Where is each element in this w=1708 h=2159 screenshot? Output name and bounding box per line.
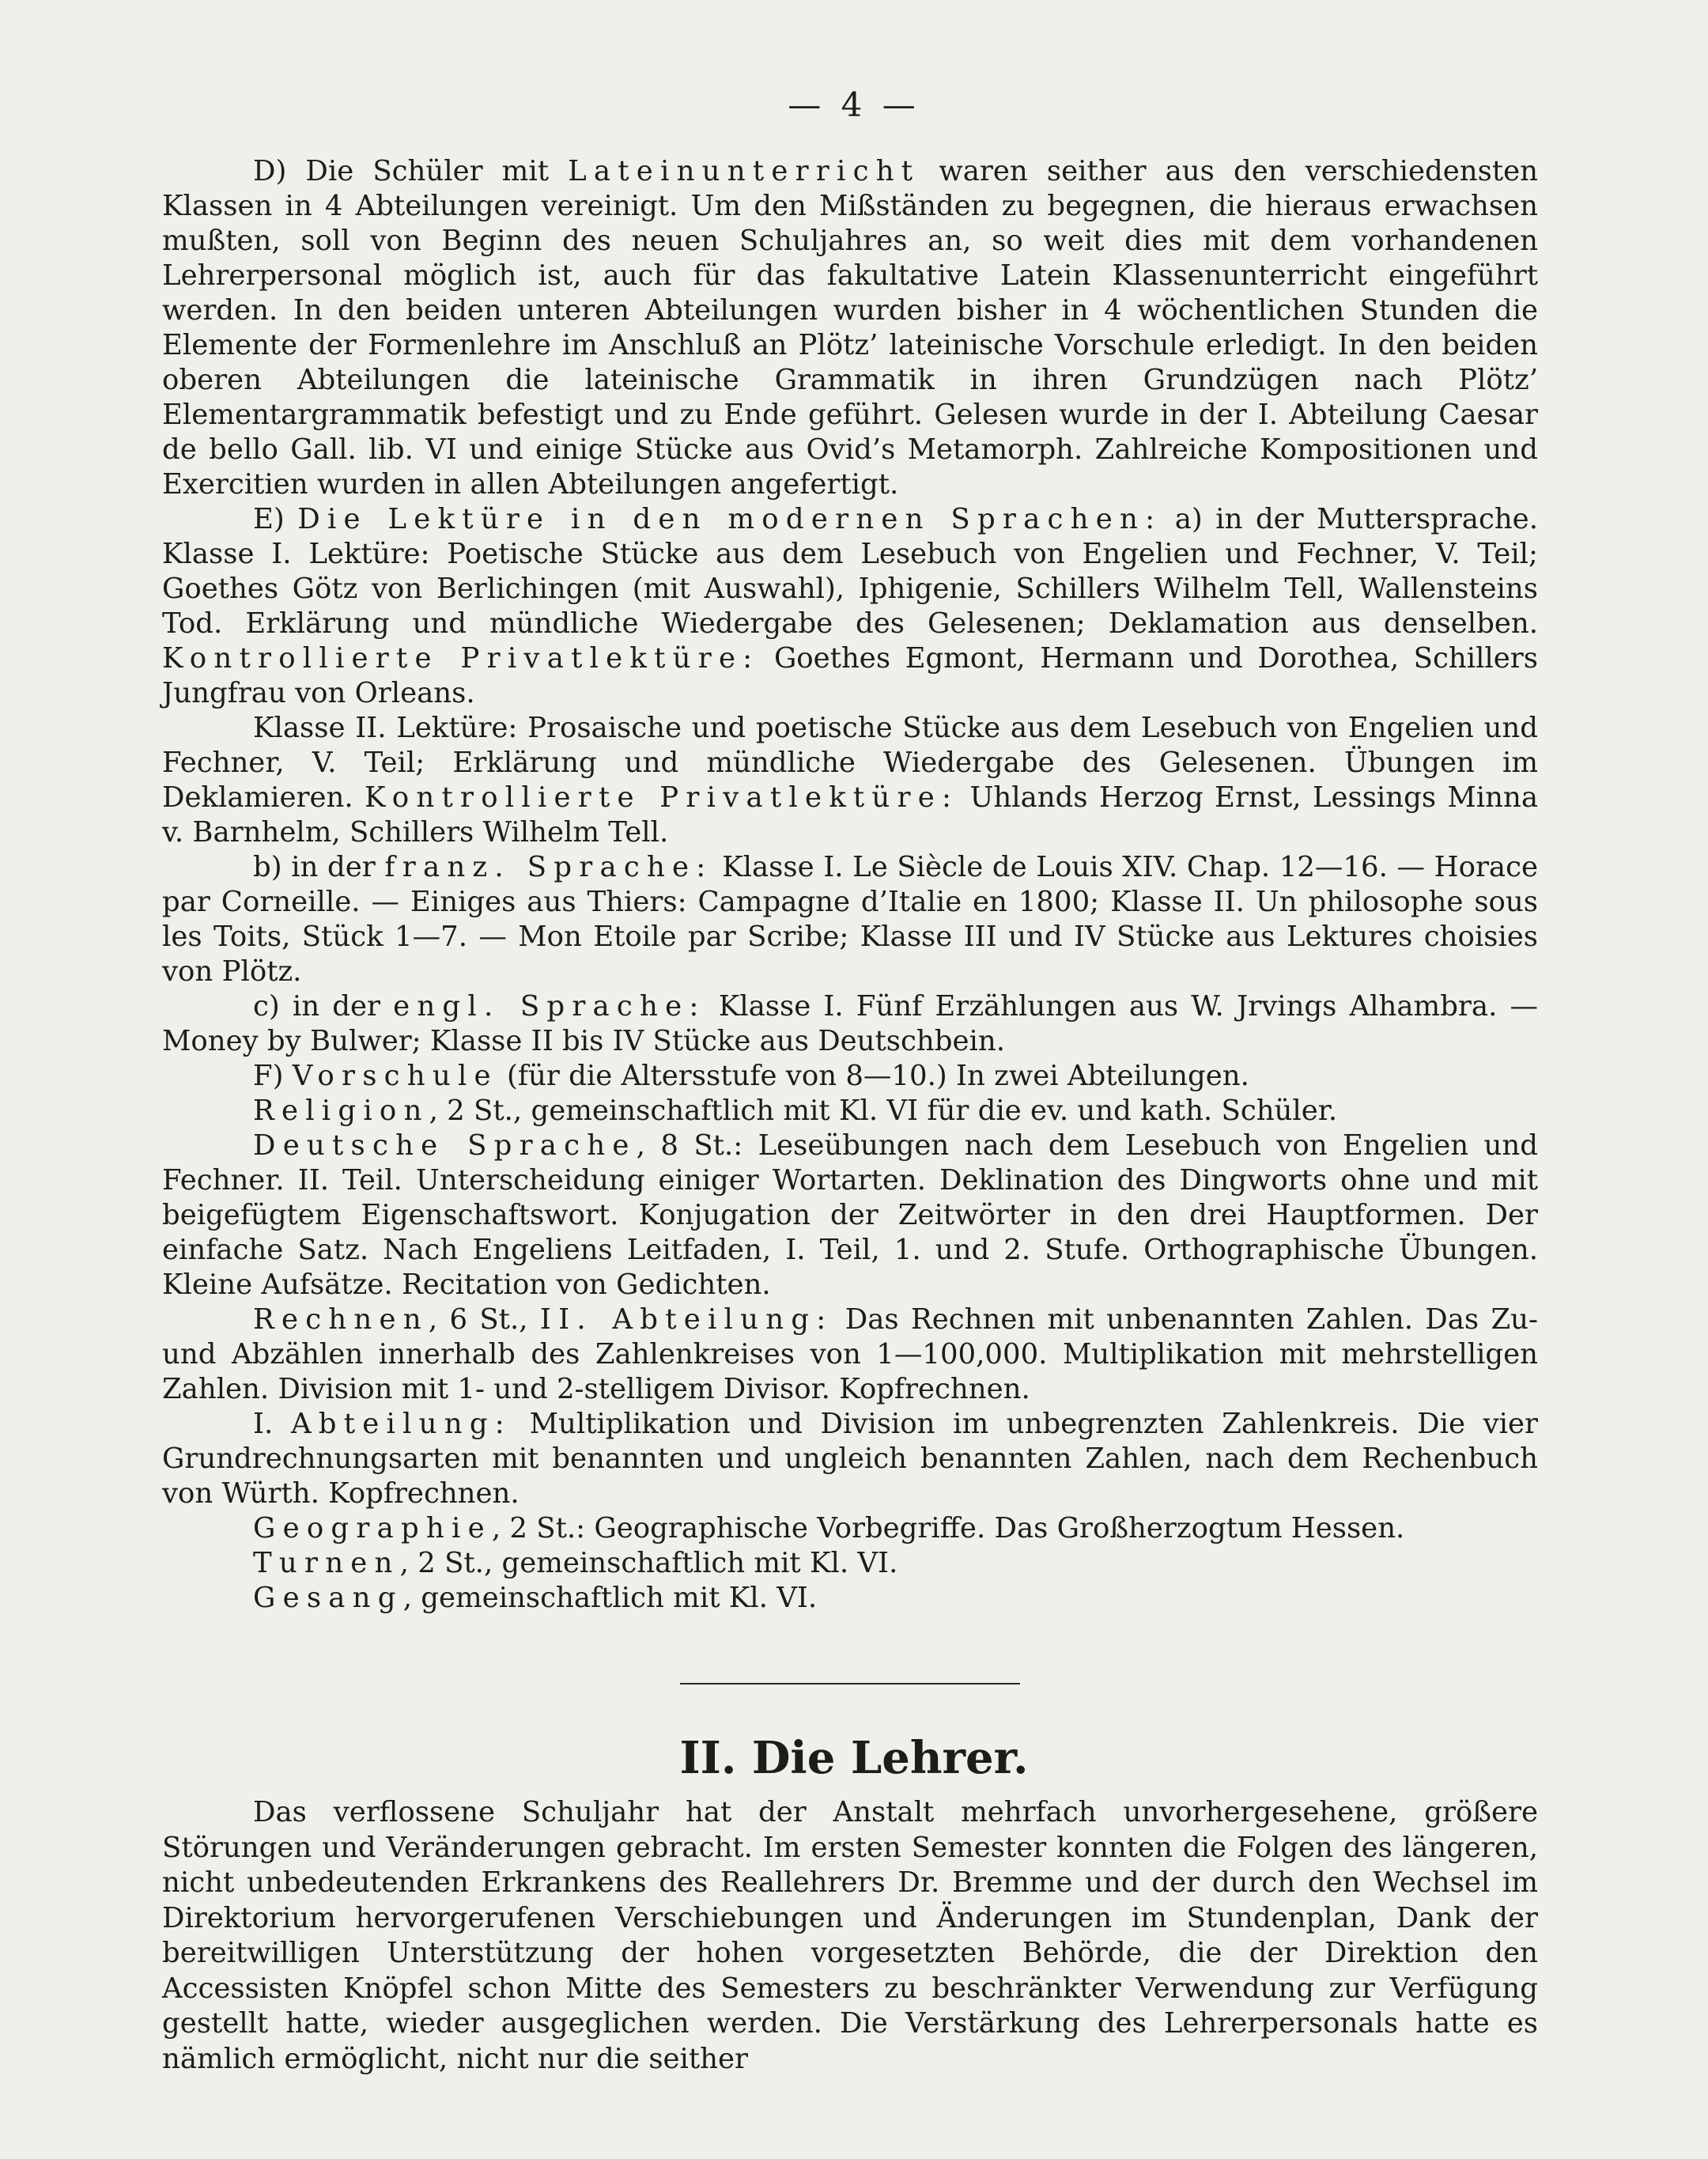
body-text (162, 154, 1538, 1616)
paragraph (162, 1094, 1538, 1129)
text-run: Goethes Egmont, Hermann und Dorothea, Schillers Jungfrau von Orleans. (162, 642, 1538, 709)
text-run: (für die Altersstufe von 8—10.) In zwei Abteilungen. (497, 1060, 1249, 1092)
text-run: Multiplikation und Division im unbegrenzten Zahlenkreis. Die vier Grundrechnungsarten mit benannten und ungleich benannten Zahlen, nach dem Rechenbuch von Würth. Kopfrechnen. (162, 1408, 1538, 1510)
paragraph (162, 1303, 1538, 1407)
text-run: a) in der Muttersprache. Klasse I. Lektüre: Poetische Stücke aus dem Lesebuch von Engelien und Fechner, V. Teil; Goethes Götz von Berlichingen (mit Auswahl), Iphigenie, Schillers Wilhelm Tell, Wallensteins Tod. Erklärung und mündliche Wiedergabe des Gelesenen; Deklamation aus denselben. (162, 503, 1538, 640)
section-divider (680, 1683, 1020, 1684)
spaced-emphasis: Geographie (253, 1512, 492, 1545)
text-run: Klasse I. Fünf Erzählungen aus W. Jrvings Alhambra. — Money by Bulwer; Klasse II bis IV Stücke aus Deutschbein. (162, 990, 1538, 1057)
paragraph (162, 1511, 1538, 1546)
paragraph (162, 989, 1538, 1059)
spaced-emphasis: Vorschule (292, 1060, 498, 1092)
spaced-emphasis: Turnen (253, 1547, 400, 1579)
paragraph (162, 154, 1538, 502)
spaced-emphasis: franz. Sprache: (384, 851, 713, 883)
paragraph (162, 711, 1538, 850)
text-run: Uhlands Herzog Ernst, Lessings Minna v. Barnhelm, Schillers Wilhelm Tell. (162, 781, 1539, 849)
spaced-emphasis: Rechnen (253, 1303, 429, 1336)
spaced-emphasis: II. Abteilung: (539, 1303, 833, 1336)
section-paragraph: Das verflossene Schuljahr hat der Anstalt mehrfach unvorhergesehene, größere Störungen und Veränderungen gebracht. Im ersten Semester konnten die Folgen des längeren, nicht unbedeutenden Erkrankens des Reallehrers Dr. Bremme und der durch den Wechsel im Direktorium hervorgerufenen Verschiebungen und Änderungen im Stundenplan, Dank der bereitwilligen Unterstützung der hohen vorgesetzten Behörde, die der Direktion den Accessisten Knöpfel schon Mitte des Semesters zu beschränkter Verwendung zur Verfügung gestellt hatte, wieder ausgeglichen werden. Die Verstärkung des Lehrerpersonals hatte es nämlich ermöglicht, nicht nur die seither (162, 1796, 1538, 2075)
paragraph (162, 850, 1538, 989)
spaced-emphasis: Religion (253, 1095, 429, 1127)
paragraph (162, 1407, 1538, 1511)
paragraph (162, 1546, 1538, 1581)
text-run: , 2 St., gemeinschaftlich mit Kl. VI. (399, 1547, 898, 1579)
section-text (162, 1795, 1538, 2077)
text-run: , gemeinschaftlich mit Kl. VI. (402, 1582, 818, 1614)
text-run: Klasse II. Lektüre: Prosaische und poetische Stücke aus dem Lesebuch von Engelien und Fechner, V. Teil; Erklärung und mündliche Wiedergabe des Gelesenen. Übungen im Deklamieren. (162, 712, 1538, 814)
text-run: , 2 St., gemeinschaftlich mit Kl. VI für die ev. und kath. Schüler. (429, 1095, 1338, 1127)
page-number: — 4 — (788, 85, 920, 124)
spaced-emphasis: Lateinunterricht (568, 155, 920, 187)
spaced-emphasis: Gesang (253, 1582, 403, 1614)
paragraph (162, 1129, 1538, 1303)
text-run: D) Die Schüler mit (253, 155, 569, 187)
text-run: Klasse I. Le Siècle de Louis XIV. Chap. 12—16. — Horace par Corneille. — Einiges aus Thiers: Campagne d’Italie en 1800; Klasse II. Un philosophe sous les Toits, Stück 1—7. — Mon Etoile par Scribe; Klasse III und IV Stücke aus Lektures choisies von Plötz. (162, 851, 1538, 988)
spaced-emphasis: engl. Sprache: (393, 990, 706, 1023)
text-run: , 2 St.: Geographische Vorbegriffe. Das Großherzogtum Hessen. (491, 1512, 1405, 1545)
paragraph (162, 1581, 1538, 1616)
spaced-emphasis: Kontrollierte Privatlektüre: (162, 642, 760, 675)
paragraph (162, 1059, 1538, 1094)
text-run: I. (253, 1408, 291, 1440)
paragraph (162, 502, 1538, 711)
text-run: c) in der (253, 990, 394, 1023)
text-run: E) (253, 503, 298, 535)
text-run: F) (253, 1060, 293, 1092)
section-heading: II. Die Lehrer. (679, 1732, 1029, 1784)
spaced-emphasis: Kontrollierte Privatlektüre: (365, 781, 959, 814)
spaced-emphasis: Abteilung: (290, 1408, 512, 1440)
text-run: waren seither aus den verschiedensten Klassen in 4 Abteilungen vereinigt. Um den Mißständen zu begegnen, die hieraus erwachsen mußten, soll von Beginn des neuen Schuljahres an, so weit dies mit dem vorhandenen Lehrerpersonal möglich ist, auch für das fakultative Latein Klassenunterricht eingeführt werden. In den beiden unteren Abteilungen wurden bisher in 4 wöchentlichen Stunden die Elemente der Formenlehre im Anschluß an Plötz’ lateinische Vorschule erledigt. In den beiden oberen Abteilungen die lateinische Grammatik in ihren Grundzügen nach Plötz’ Elementargrammatik befestigt und zu Ende geführt. Gelesen wurde in der I. Abteilung Caesar de bello Gall. lib. VI und einige Stücke aus Ovid’s Metamorph. Zahlreiche Kompositionen und Exercitien wurden in allen Abteilungen angefertigt. (162, 155, 1538, 501)
spaced-emphasis: Deutsche Sprache (253, 1129, 637, 1162)
spaced-emphasis: Die Lektüre in den modernen Sprachen: (297, 503, 1162, 535)
text-run: , 6 St., (428, 1303, 540, 1336)
text-run: , 8 St.: Leseübungen nach dem Lesebuch von Engelien und Fechner. II. Teil. Unterscheidung einiger Wortarten. Deklination des Dingworts ohne und mit beigefügtem Eigenschaftswort. Konjugation der Zeitwörter in den drei Hauptformen. Der einfache Satz. Nach Engeliens Leitfaden, I. Teil, 1. und 2. Stufe. Orthographische Übungen. Kleine Aufsätze. Recitation von Gedichten. (162, 1129, 1538, 1301)
text-run: Das Rechnen mit unbenannten Zahlen. Das Zu- und Abzählen innerhalb des Zahlenkreises von 1—100,000. Multiplikation mit mehrstelligen Zahlen. Division mit 1- und 2-stelligem Divisor. Kopfrechnen. (162, 1303, 1539, 1405)
text-run: b) in der (253, 851, 385, 883)
